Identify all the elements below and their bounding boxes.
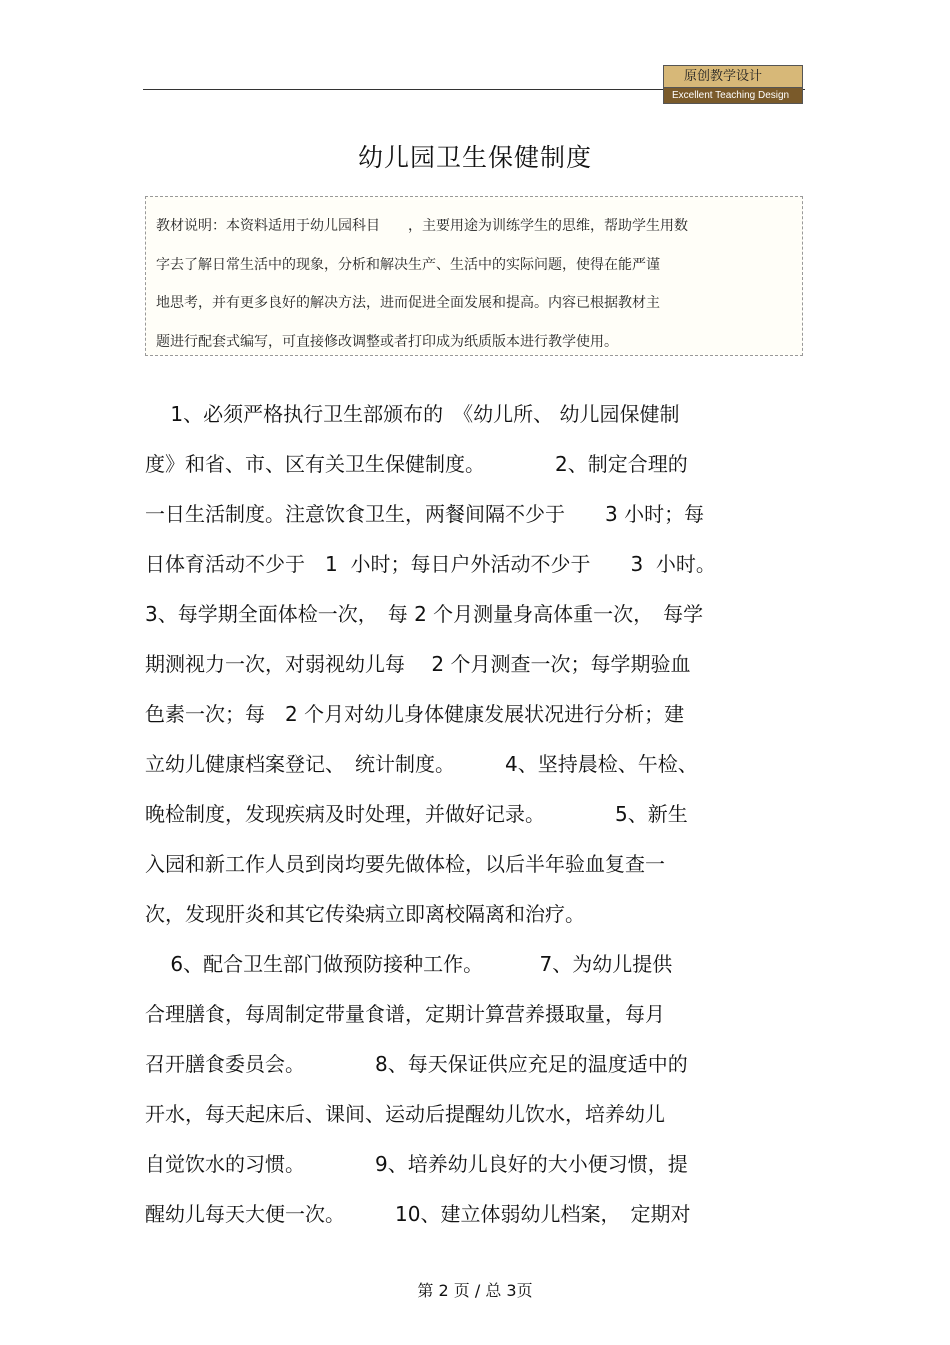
badge-subtitle: Excellent Teaching Design: [663, 87, 803, 104]
body-line: 一日生活制度。注意饮食卫生，两餐间隔不少于 3 小时；每: [145, 502, 705, 526]
notice-line: 教材说明：本资料适用于幼儿园科目 ，主要用途为训练学生的思维，帮助学生用数: [156, 218, 688, 234]
body-text: [145, 389, 805, 1239]
body-line: 入园和新工作人员到岗均要先做体检，以后半年验血复查一: [145, 852, 665, 876]
body-line: 3、每学期全面体检一次， 每 2 个月测量身高体重一次， 每学: [145, 602, 704, 626]
body-line: 期测视力一次，对弱视幼儿每 2 个月测查一次；每学期验血: [145, 652, 691, 676]
body-line: 召开膳食委员会。 8、每天保证供应充足的温度适中的: [145, 1052, 688, 1076]
teaching-design-badge: [663, 65, 803, 105]
body-line: 日体育活动不少于 1 小时；每日户外活动不少于 3 小时。: [145, 552, 716, 576]
body-line: 自觉饮水的习惯。 9、培养幼儿良好的大小便习惯，提: [145, 1152, 688, 1176]
notice-line: 地思考，并有更多良好的解决方法，进而促进全面发展和提高。内容已根据教材主: [156, 295, 660, 311]
body-line: 度》和省、市、区有关卫生保健制度。 2、制定合理的: [145, 452, 688, 476]
body-line: 合理膳食，每周制定带量食谱，定期计算营养摄取量，每月: [145, 1002, 665, 1026]
body-line: 醒幼儿每天大便一次。 10、建立体弱幼儿档案， 定期对: [145, 1202, 691, 1226]
body-line: 6、配合卫生部门做预防接种工作。 7、为幼儿提供: [145, 952, 673, 976]
body-line: 次，发现肝炎和其它传染病立即离校隔离和治疗。: [145, 902, 585, 926]
body-line: 色素一次；每 2 个月对幼儿身体健康发展状况进行分析；建: [145, 702, 685, 726]
body-line: 晚检制度，发现疾病及时处理，并做好记录。 5、新生: [145, 802, 688, 826]
badge-title: 原创教学设计: [663, 65, 803, 87]
body-line: 1、必须严格执行卫生部颁布的 《幼儿所、 幼儿园保健制: [145, 402, 680, 426]
notice-line: 字去了解日常生活中的现象，分析和解决生产、生活中的实际问题，使得在能严谨: [156, 256, 660, 273]
page-number: 第 2 页 / 总 3页: [417, 1281, 533, 1300]
material-notice-box: [145, 196, 803, 356]
body-line: 立幼儿健康档案登记、 统计制度。 4、坚持晨检、午检、: [145, 752, 698, 776]
page-title: 幼儿园卫生保健制度: [357, 143, 592, 172]
notice-line: 题进行配套式编写，可直接修改调整或者打印成为纸质版本进行教学使用。: [156, 333, 618, 350]
body-line: 开水，每天起床后、课间、运动后提醒幼儿饮水，培养幼儿: [145, 1102, 665, 1126]
